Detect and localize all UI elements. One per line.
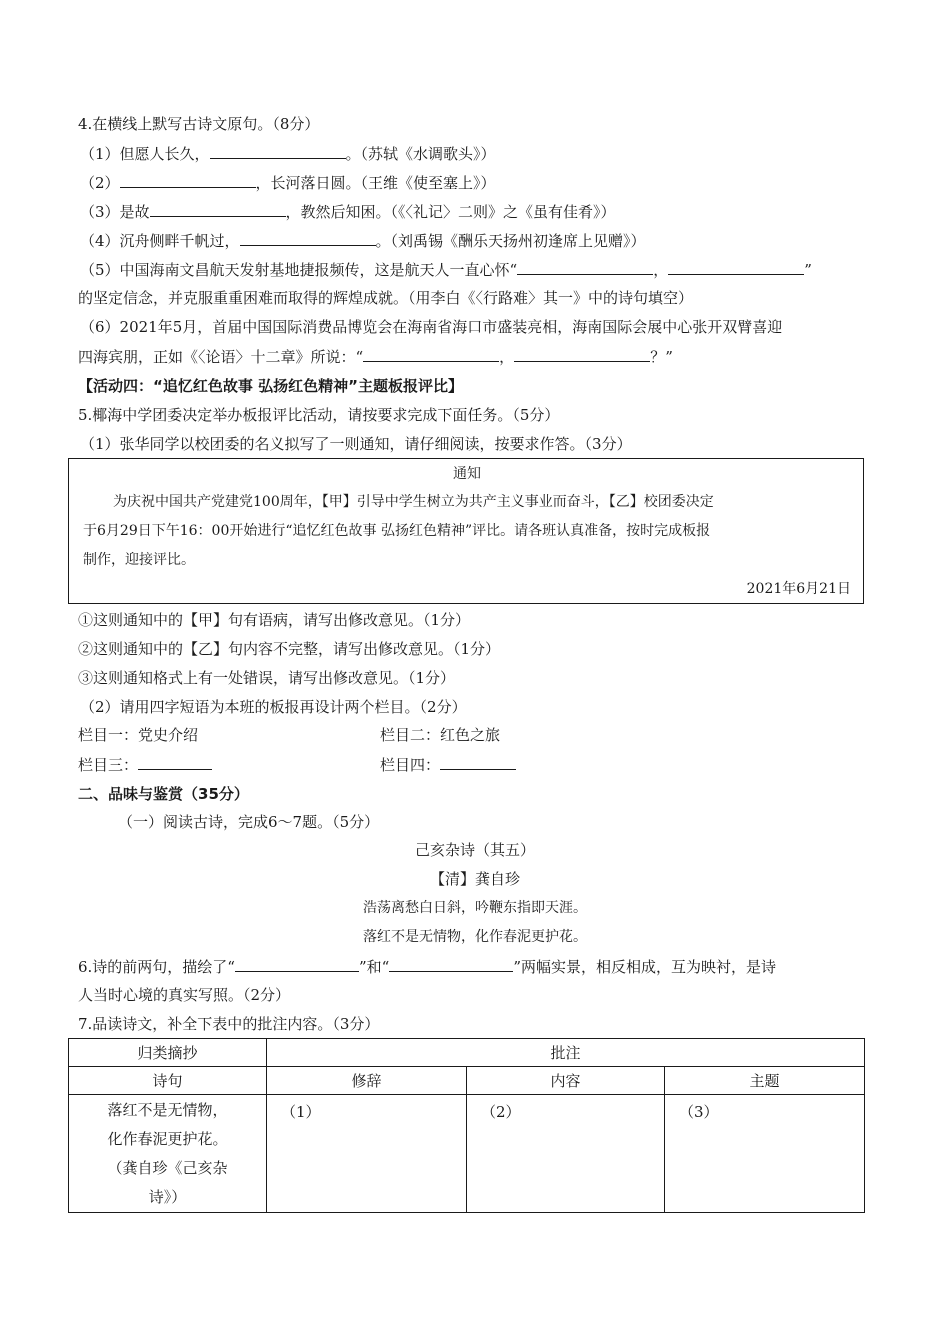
poem-excerpt-line: 化作春泥更护花。 bbox=[107, 1129, 228, 1148]
q4-item-4 bbox=[80, 230, 646, 251]
header-theme: 主题 bbox=[665, 1067, 865, 1095]
poem-line-1: 浩荡离愁白日斜，吟鞭东指即天涯。 bbox=[363, 900, 587, 916]
answer-blank[interactable] bbox=[235, 956, 359, 972]
poem-excerpt-line: （龚自珍《己亥杂 bbox=[107, 1158, 228, 1177]
column-3-label: 栏目三： bbox=[78, 756, 139, 774]
comma: ， bbox=[499, 348, 515, 366]
activity-heading: 【活动四：“追忆红色故事 弘扬红色精神”主题板报评比】 bbox=[78, 377, 463, 395]
reading-intro: （一）阅读古诗，完成6～7题。（5分） bbox=[118, 813, 380, 831]
column-2: 栏目二：红色之旅 bbox=[380, 726, 501, 744]
section-heading: 二、品味与鉴赏（35分） bbox=[78, 785, 249, 803]
q4-item-4-prefix: （4）沉舟侧畔千帆过， bbox=[80, 232, 240, 250]
header-rhetoric: 修辞 bbox=[267, 1067, 467, 1095]
q6-suffix: ”两幅实景，相反相成，互为映衬，是诗 bbox=[513, 958, 776, 976]
table-row bbox=[69, 1039, 865, 1067]
q7-heading: 7.品读诗文，补全下表中的批注内容。（3分） bbox=[78, 1015, 380, 1033]
answer-cell-1[interactable]: （1） bbox=[267, 1095, 467, 1213]
answer-blank[interactable] bbox=[150, 201, 286, 217]
q5-sub1: （1）张华同学以校团委的名义拟写了一则通知，请仔细阅读，按要求作答。（3分） bbox=[80, 435, 632, 453]
poem-author: 【清】龚自珍 bbox=[429, 870, 520, 888]
q4-item-6-cont bbox=[78, 346, 673, 367]
table-row bbox=[69, 1067, 865, 1095]
comma: ， bbox=[653, 261, 669, 279]
answer-blank[interactable] bbox=[517, 259, 653, 275]
annotation-table bbox=[68, 1038, 865, 1213]
q4-item-5-cont: 的坚定信念，并克服重重困难而取得的辉煌成就。（用李白《〈行路难〉其一》中的诗句填空） bbox=[78, 289, 694, 307]
q5-heading: 5.椰海中学团委决定举办板报评比活动，请按要求完成下面任务。（5分） bbox=[78, 406, 560, 424]
header-line: 诗句 bbox=[69, 1067, 267, 1095]
answer-blank[interactable] bbox=[138, 754, 212, 770]
q6-line-1 bbox=[78, 956, 776, 977]
header-annotation: 批注 bbox=[267, 1039, 865, 1067]
answer-blank[interactable] bbox=[210, 143, 346, 159]
q5-check-3: ③这则通知格式上有一处错误，请写出修改意见。（1分） bbox=[78, 669, 456, 687]
poem-excerpt-line: 落红不是无情物， bbox=[107, 1100, 228, 1119]
notice-line-3: 制作，迎接评比。 bbox=[83, 552, 195, 568]
q4-item-5 bbox=[80, 259, 812, 280]
answer-cell-2[interactable]: （2） bbox=[467, 1095, 665, 1213]
notice-line-1: 为庆祝中国共产党建党100周年，【甲】引导中学生树立为共产主义事业而奋斗，【乙】校团委决定 bbox=[113, 494, 714, 510]
q4-item-3-prefix: （3）是故 bbox=[80, 203, 150, 221]
answer-blank[interactable] bbox=[514, 346, 650, 362]
notice-line-2: 于6月29日下午16：00开始进行“追忆红色故事 弘扬红色精神”评比。请各班认真准备，按时完成板报 bbox=[83, 523, 711, 539]
table-row bbox=[69, 1095, 865, 1213]
close-quote: ” bbox=[804, 261, 812, 279]
answer-blank[interactable] bbox=[363, 346, 499, 362]
q4-item-5-prefix: （5）中国海南文昌航天发射基地捷报频传，这是航天人一直心怀“ bbox=[80, 261, 518, 279]
q5-check-2: ②这则通知中的【乙】句内容不完整，请写出修改意见。（1分） bbox=[78, 640, 501, 658]
q4-item-4-suffix: 。（刘禹锡《酬乐天扬州初逢席上见赠》） bbox=[375, 232, 646, 250]
q6-line-2: 人当时心境的真实写照。（2分） bbox=[78, 986, 291, 1004]
column-4 bbox=[380, 754, 516, 775]
q4-item-6-prefix: 四海宾朋，正如《〈论语〉十二章》所说：“ bbox=[78, 348, 364, 366]
q4-item-1-suffix: 。（苏轼《水调歌头》） bbox=[345, 145, 496, 163]
q4-item-2-suffix: ，长河落日圆。（王维《使至塞上》） bbox=[255, 174, 496, 192]
poem-title: 己亥杂诗（其五） bbox=[414, 841, 535, 859]
close-quote: ？” bbox=[650, 348, 673, 366]
poem-excerpt-line: 诗》） bbox=[148, 1187, 187, 1206]
answer-blank[interactable] bbox=[389, 956, 513, 972]
answer-cell-3[interactable]: （3） bbox=[665, 1095, 865, 1213]
notice-title: 通知 bbox=[453, 466, 481, 482]
q5-sub2: （2）请用四字短语为本班的板报再设计两个栏目。（2分） bbox=[80, 698, 467, 716]
header-content: 内容 bbox=[467, 1067, 665, 1095]
q4-item-2-prefix: （2） bbox=[80, 174, 120, 192]
q5-check-1: ①这则通知中的【甲】句有语病，请写出修改意见。（1分） bbox=[78, 611, 471, 629]
q4-item-2 bbox=[80, 172, 496, 193]
q4-item-1-prefix: （1）但愿人长久， bbox=[80, 145, 210, 163]
header-category: 归类摘抄 bbox=[69, 1039, 267, 1067]
column-4-label: 栏目四： bbox=[380, 756, 441, 774]
answer-blank[interactable] bbox=[240, 230, 376, 246]
poem-excerpt-cell bbox=[69, 1095, 267, 1213]
column-3 bbox=[78, 754, 212, 775]
poem-line-2: 落红不是无情物，化作春泥更护花。 bbox=[363, 929, 587, 945]
notice-date: 2021年6月21日 bbox=[746, 581, 851, 597]
q4-heading: 4.在横线上默写古诗文原句。（8分） bbox=[78, 115, 320, 133]
q4-item-3 bbox=[80, 201, 616, 222]
column-1: 栏目一：党史介绍 bbox=[78, 726, 199, 744]
q6-prefix: 6.诗的前两句，描绘了“ bbox=[78, 958, 235, 976]
answer-blank[interactable] bbox=[440, 754, 516, 770]
answer-blank[interactable] bbox=[668, 259, 804, 275]
answer-blank[interactable] bbox=[120, 172, 256, 188]
q4-item-1 bbox=[80, 143, 496, 164]
q4-item-3-suffix: ，教然后知困。（《〈礼记〉二则》之《虽有佳肴》） bbox=[285, 203, 616, 221]
notice-box bbox=[68, 458, 864, 604]
q4-item-6: （6）2021年5月，首届中国国际消费品博览会在海南省海口市盛装亮相，海南国际会展中心张开双臂喜迎 bbox=[80, 318, 783, 336]
q6-mid: ”和“ bbox=[358, 958, 390, 976]
